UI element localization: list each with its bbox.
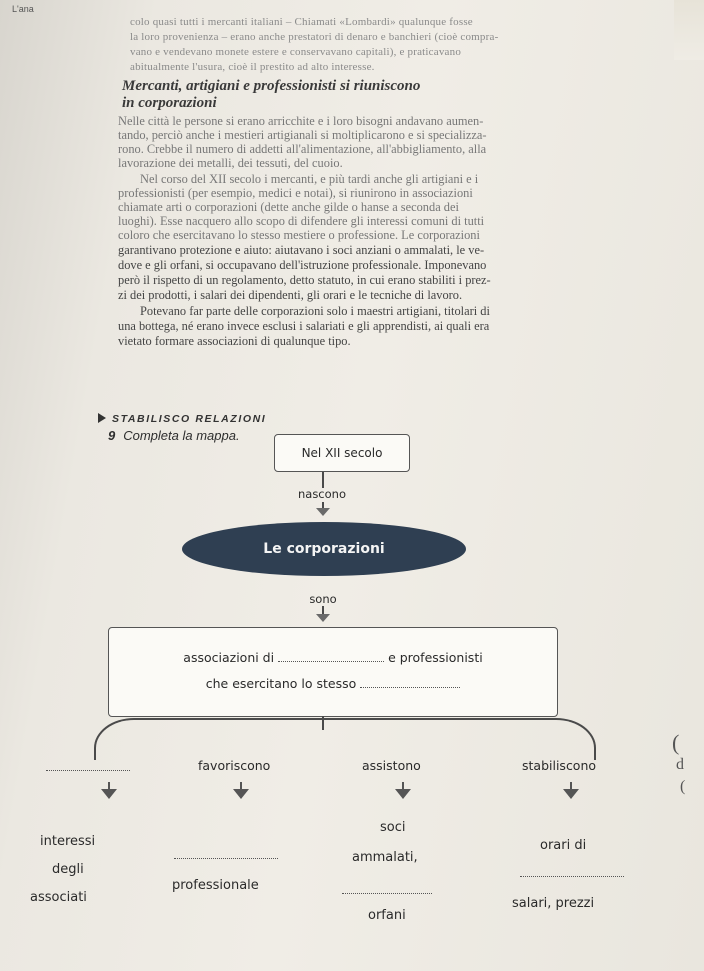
leaf-ammalati: ammalati,: [352, 850, 418, 865]
body-line: professionisti (per esempio, medici e notai), si riunirono in associazioni: [118, 186, 473, 200]
body-line: luoghi). Esse nacquero allo scopo di difendere gli interessi comuni di tutti: [118, 214, 485, 228]
map-top-box: Nel XII secolo: [274, 434, 410, 472]
body-line: chiamate arti o corporazioni (dette anche gilde o hanse a seconda dei: [118, 200, 459, 214]
blank-field[interactable]: [46, 770, 130, 771]
section-title: [122, 78, 522, 112]
top-text-line-2: la loro provenienza – erano anche prestatori di denaro e banchieri (cioè compra-: [130, 31, 499, 43]
body-line: tando, perciò anche i mestieri artigianali si moltiplicarono e si specializza-: [118, 128, 487, 142]
arrow-down-icon: [395, 789, 411, 799]
section-title-line2: in corporazioni: [122, 95, 217, 111]
body-line: Potevano far parte delle corporazioni solo i maestri artigiani, titolari di: [140, 304, 490, 318]
blank-field[interactable]: [278, 661, 384, 662]
leaf-interessi: interessi: [40, 834, 96, 849]
map-center-ellipse: Le corporazioni: [182, 522, 466, 576]
body-line: Nel corso del XII secolo i mercanti, e più tardi anche gli artigiani e i: [140, 172, 479, 186]
arrow-down-icon: [233, 789, 249, 799]
exercise-instruction: Completa la mappa.: [123, 428, 240, 443]
blank-field[interactable]: [174, 858, 278, 859]
arrow-down-icon: [316, 614, 330, 622]
definition-part3: che esercitano lo stesso: [205, 676, 357, 691]
map-branch-arc: [94, 718, 596, 760]
map-definition-box: [108, 627, 558, 717]
definition-row-1: [109, 650, 557, 665]
body-line: però il rispetto di un regolamento, detto statuto, in cui erano stabiliti i prez-: [118, 273, 491, 287]
map-connector-sono: sono: [309, 592, 337, 606]
body-line: dove e gli orfani, si occupavano dell'istruzione professionale. Imponevano: [118, 258, 487, 272]
header-tab: L'ana: [12, 4, 34, 14]
leaf-orari: orari di: [540, 838, 587, 853]
verb-favoriscono: favoriscono: [198, 758, 271, 773]
definition-part1: associazioni di: [183, 650, 275, 665]
leaf-soci: soci: [380, 820, 406, 835]
body-line: Nelle città le persone si erano arricchite e i loro bisogni andavano aumen-: [118, 114, 484, 128]
margin-scrap: d: [676, 756, 684, 773]
top-text-line-4: abitualmente l'usura, cioè il prestito ad alto interesse.: [130, 61, 375, 73]
section-title-line1: Mercanti, artigiani e professionisti si riuniscono: [122, 78, 421, 94]
body-line: vietato formare associazioni di qualunque tipo.: [118, 334, 351, 348]
exercise-number: 9: [108, 428, 116, 443]
activity-tag: [98, 413, 358, 425]
body-line: zi dei prodotti, i salari dei dipendenti, gli orari e le tecniche di lavoro.: [118, 288, 463, 302]
blank-field[interactable]: [360, 687, 460, 688]
margin-scrap: (: [680, 778, 686, 795]
activity-tag-label: STABILISCO RELAZIONI: [112, 413, 267, 425]
verb-assistono: assistono: [362, 758, 421, 773]
definition-row-2: [109, 676, 557, 691]
leaf-orfani: orfani: [368, 908, 406, 923]
triangle-icon: [98, 413, 106, 423]
verb-stabiliscono: stabiliscono: [522, 758, 597, 773]
map-connector-nascono: nascono: [297, 487, 346, 501]
top-text-line-1: colo quasi tutti i mercanti italiani – Chiamati «Lombardi» qualunque fosse: [130, 16, 473, 28]
arrow-down-icon: [101, 789, 117, 799]
body-line: una bottega, né erano invece esclusi i salariati e gli apprendisti, ai quali era: [118, 319, 490, 333]
leaf-professionale: professionale: [172, 878, 259, 893]
leaf-degli: degli: [52, 862, 84, 877]
body-line: rono. Crebbe il numero di addetti all'alimentazione, all'abbigliamento, alla: [118, 142, 487, 156]
margin-scrap: (: [672, 730, 680, 755]
leaf-associati: associati: [30, 890, 87, 905]
body-line: lavorazione dei metalli, dei tessuti, del cuoio.: [118, 156, 343, 170]
top-text-line-3: vano e vendevano monete estere e conservavano capitali), e praticavano: [130, 46, 462, 58]
blank-field[interactable]: [342, 893, 432, 894]
map-connector-line: [322, 472, 324, 488]
definition-part2: e professionisti: [388, 650, 483, 665]
leaf-salari-prezzi: salari, prezzi: [512, 896, 595, 911]
arrow-down-icon: [316, 508, 330, 516]
blank-field[interactable]: [520, 876, 624, 877]
body-line: coloro che esercitavano lo stesso mestiere o professione. Le corporazioni: [118, 228, 480, 242]
arrow-down-icon: [563, 789, 579, 799]
body-line: garantivano protezione e aiuto: aiutavano i soci anziani o ammalati, le ve-: [118, 243, 485, 257]
